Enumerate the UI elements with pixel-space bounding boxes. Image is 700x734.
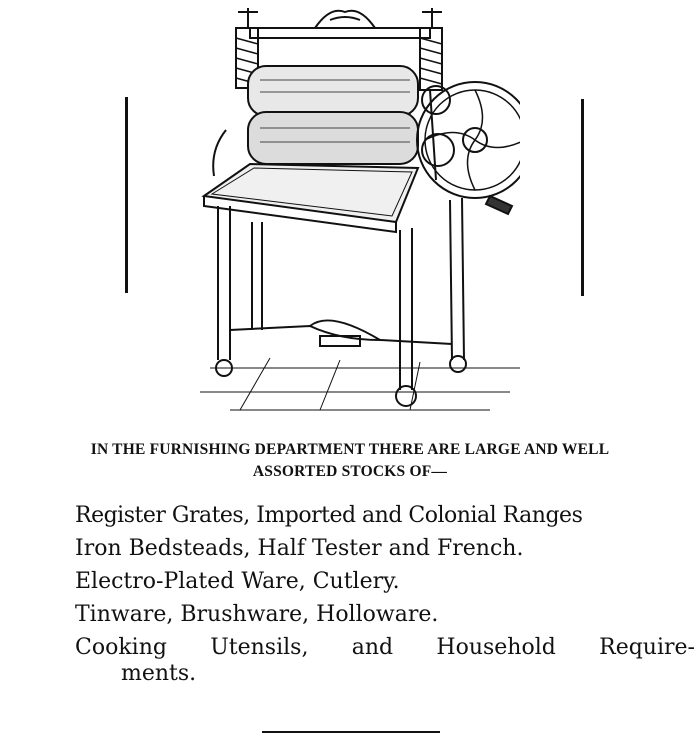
- list-item-continuation: ments.: [121, 661, 197, 686]
- list-item: Iron Bedsteads, Half Tester and French.: [75, 536, 524, 561]
- word: and: [351, 635, 394, 660]
- furnishing-heading: [0, 439, 700, 483]
- list-item: Tinware, Brushware, Holloware.: [75, 602, 439, 627]
- vertical-rule-right: [581, 99, 584, 296]
- word: Require-: [599, 635, 695, 660]
- word: Household: [436, 635, 556, 660]
- list-item: Register Grates, Imported and Colonial Ranges: [75, 503, 583, 528]
- heading-line-1: IN THE FURNISHING DEPARTMENT THERE ARE LARGE AND WELL: [90, 441, 610, 458]
- mangle-illustration: [190, 0, 520, 420]
- stock-list: [75, 499, 695, 690]
- heading-line-2: ASSORTED STOCKS OF—: [252, 463, 448, 480]
- list-item: Electro-Plated Ware, Cutlery.: [75, 569, 400, 594]
- word: Utensils,: [210, 635, 309, 660]
- vertical-rule-left: [125, 97, 128, 293]
- horizontal-rule-bottom: [262, 731, 440, 733]
- word: Cooking: [75, 635, 167, 660]
